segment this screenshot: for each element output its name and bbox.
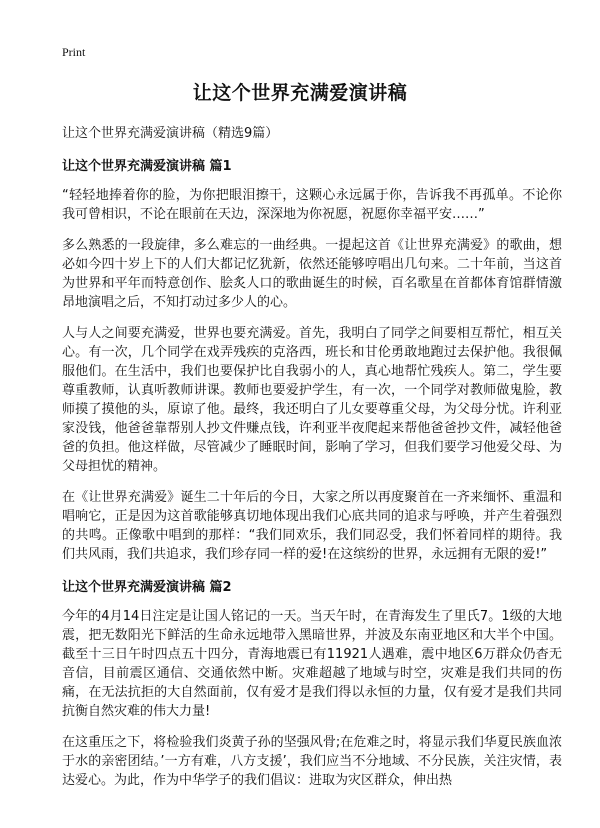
paragraph: 在这重压之下，将检验我们炎黄子孙的坚强风骨;在危难之时，将显示我们华夏民族血浓于水的亲密团结。’一方有难，八方支援’，我们应当不分地域、不分民族，关注灾情，表达爱心。为此，作为中华学子的我们倡议：进取为灾区群众，伸出热 bbox=[62, 735, 562, 788]
print-link[interactable]: Print bbox=[62, 45, 86, 59]
section-heading: 让这个世界充满爱演讲稿 篇1 bbox=[62, 159, 232, 174]
paragraph: 今年的4月14日注定是让国人铭记的一天。当天午时，在青海发生了里氏7。1级的大地震，把无数阳光下鲜活的生命永远地带入黑暗世界，并波及东南亚地区和大半个中国。截至十三日午时四点五十四分，青海地震已有11921人遇难，震中地区6万群众仍杳无音信，目前震区通信、交通依然中断。灾难超越了地域与时空，灾难是我们共同的伤痛，在无法抗拒的大自然面前，仅有爱才是我们得以永恒的力量，仅有爱才是我们共同抗衡自然灾难的伟大力量! bbox=[62, 609, 562, 719]
document-body bbox=[62, 122, 562, 802]
paragraph: 在《让世界充满爱》诞生二十年后的今日，大家之所以再度聚首在一齐来缅怀、重温和唱响它，正是因为这首歌能够真切地体现出我们心底共同的追求与呼唤，并产生着强烈的共鸣。正像歌中唱到的那样：“我们同欢乐，我们同忍受，我们怀着同样的期待。我们共风雨，我们共追求，我们珍存同一样的爱!在这缤纷的世界，永远拥有无限的爱!” bbox=[62, 490, 562, 562]
document-title: 让这个世界充满爱演讲稿 bbox=[192, 82, 408, 104]
paragraph: 人与人之间要充满爱，世界也要充满爱。首先，我明白了同学之间要相互帮忙，相互关心。有一次，几个同学在戏弄残疾的克洛西，班长和甘伦勇敢地跑过去保护他。我很佩服他们。在生活中，我们也要保护比自我弱小的人，真心地帮忙残疾人。第二，学生要尊重教师，认真听教师讲课。教师也要爱护学生，有一次，一个同学对教师做鬼脸，教师摸了摸他的头，原谅了他。最终，我还明白了儿女要尊重父母，为父母分忧。许利亚家没钱，他爸爸靠帮别人抄文件赚点钱，许利亚半夜爬起来帮他爸爸抄文件，减轻他爸爸的负担。他这样做，尽管减少了睡眠时间，影响了学习，但我们要学习他爱父母、为父母担忧的精神。 bbox=[62, 326, 562, 474]
section-heading: 让这个世界充满爱演讲稿 篇2 bbox=[62, 580, 232, 595]
paragraph: “轻轻地捧着你的脸，为你把眼泪擦干，这颗心永远属于你，告诉我不再孤单。不论你我可曾相识，不论在眼前在天边，深深地为你祝愿，祝愿你幸福平安……” bbox=[62, 188, 562, 222]
document-subtitle: 让这个世界充满爱演讲稿（精选9篇） bbox=[62, 126, 279, 141]
section-1 bbox=[62, 155, 562, 564]
paragraph: 多么熟悉的一段旋律，多么难忘的一曲经典。一提起这首《让世界充满爱》的歌曲，想必如今四十岁上下的人们大都记忆犹新，依然还能够哼唱出几句来。二十年前，当这首为世界和平年而特意创作、脍炙人口的歌曲诞生的时候，百名歌星在首都体育馆群情激昂地演唱之后，不知打动过多少人的心。 bbox=[62, 238, 562, 310]
section-2 bbox=[62, 576, 562, 790]
